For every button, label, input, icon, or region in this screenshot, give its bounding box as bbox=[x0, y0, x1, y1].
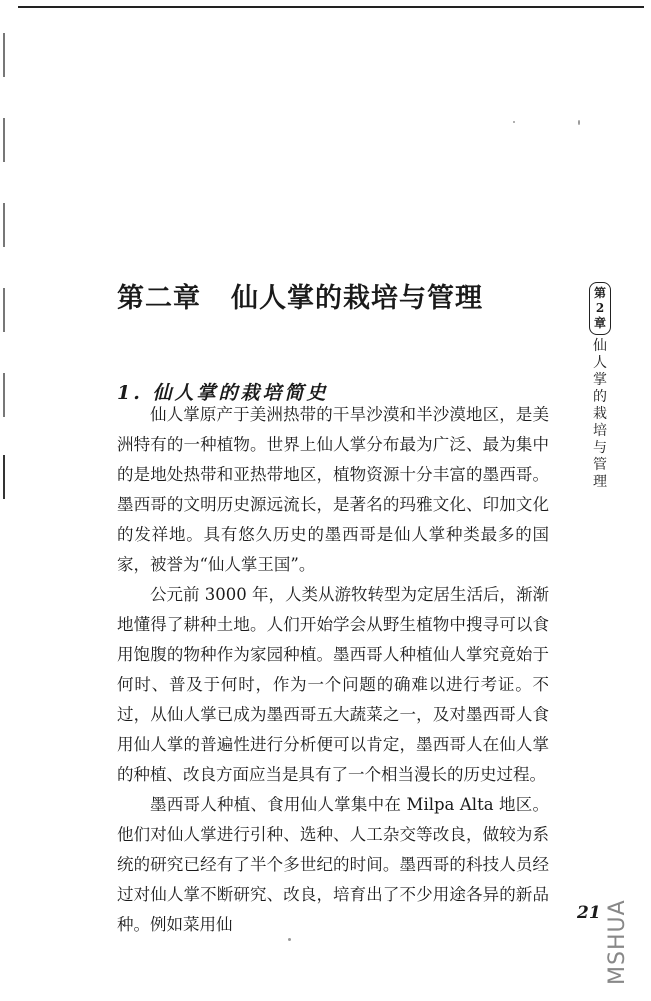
paragraph: 墨西哥人种植、食用仙人掌集中在 Milpa Alta 地区。他们对仙人掌进行引种、选种、人工杂交等改良，做较为系统的研究已经有了半个多世纪的时间。墨西哥的科技人员经过对仙人掌不断研究、改良，培育出了不少用途各异的新品种。例如菜用仙 bbox=[117, 795, 549, 934]
scan-margin-mark bbox=[3, 118, 5, 162]
side-title-char: 人 bbox=[593, 355, 607, 371]
body-text bbox=[117, 400, 549, 940]
side-title-char: 与 bbox=[593, 440, 607, 456]
side-tab-char: 2 bbox=[595, 301, 605, 315]
scan-margin-mark bbox=[3, 203, 5, 247]
top-border-rule bbox=[18, 6, 644, 8]
side-title-char: 仙 bbox=[593, 338, 607, 354]
side-title-char: 掌 bbox=[593, 372, 607, 388]
side-title-char: 管 bbox=[593, 457, 607, 473]
paragraph: 仙人掌原产于美洲热带的干旱沙漠和半沙漠地区，是美洲特有的一种植物。世界上仙人掌分布最为广泛、最为集中的是地处热带和亚热带地区，植物资源十分丰富的墨西哥。墨西哥的文明历史源远流长，是著名的玛雅文化、印加文化的发祥地。具有悠久历史的墨西哥是仙人掌种类最多的国家，被誉为“仙人掌王国”。 bbox=[117, 405, 549, 574]
side-title-char: 的 bbox=[593, 389, 607, 405]
paragraph: 公元前 3000 年，人类从游牧转型为定居生活后，渐渐地懂得了耕种土地。人们开始学会从野生植物中搜寻可以食用饱腹的物种作为家园种植。墨西哥人种植仙人掌究竟始于何时、普及于何时，作为一个问题的确难以进行考证。不过，从仙人掌已成为墨西哥五大蔬菜之一，及对墨西哥人食用仙人掌的普遍性进行分析便可以肯定，墨西哥人在仙人掌的种植、改良方面应当是具有了一个相当漫长的历史过程。 bbox=[117, 585, 549, 784]
side-title-char: 理 bbox=[593, 474, 607, 490]
running-side-title bbox=[591, 338, 609, 491]
scan-speck bbox=[513, 121, 515, 123]
chapter-title bbox=[117, 276, 483, 315]
scan-margin-mark bbox=[3, 288, 5, 332]
scan-margin-mark bbox=[3, 373, 5, 417]
side-tab-char: 第 bbox=[593, 286, 606, 300]
side-title-char: 培 bbox=[593, 423, 607, 439]
side-title-char: 栽 bbox=[593, 406, 607, 422]
watermark: MSHUA bbox=[605, 899, 630, 985]
section-heading: 1. 仙人掌的栽培简史 bbox=[117, 381, 329, 404]
chapter-title-text: 仙人掌的栽培与管理 bbox=[231, 283, 483, 315]
scan-speck bbox=[578, 120, 580, 125]
chapter-label: 第二章 bbox=[117, 283, 201, 315]
page-number: 21 bbox=[577, 903, 601, 923]
chapter-side-tab bbox=[589, 282, 611, 335]
scan-margin-mark bbox=[3, 33, 5, 77]
side-tab-char: 章 bbox=[593, 316, 606, 330]
scan-margin-mark bbox=[3, 455, 5, 499]
